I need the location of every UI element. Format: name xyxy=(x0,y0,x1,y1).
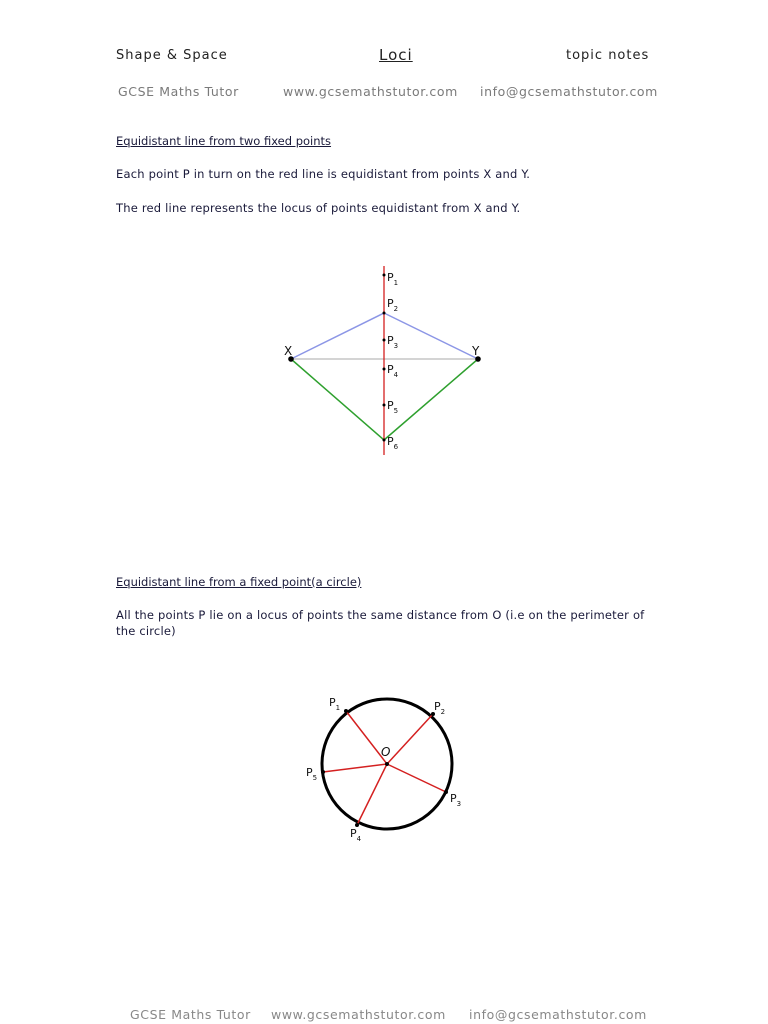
label-p2: $P_2$ xyxy=(387,297,399,313)
section2-heading: Equidistant line from a fixed point(a circle) xyxy=(116,575,362,589)
circle-label-p5: $P_5$ xyxy=(306,766,318,782)
circle-p3-dot xyxy=(444,790,448,794)
circle-label-p3: $P_3$ xyxy=(450,792,462,808)
topic-label: Shape & Space xyxy=(116,48,228,63)
point-p5-dot xyxy=(383,404,386,407)
diagram1-lines xyxy=(291,266,478,455)
label-p6: $P_6$ xyxy=(387,435,399,451)
section1-paragraph-1: Each point P in turn on the red line is equidistant from points X and Y. xyxy=(116,167,531,181)
circle-label-p4: $P_4$ xyxy=(350,827,362,843)
circle-p1-dot xyxy=(344,709,348,713)
x-to-p6-line xyxy=(291,359,384,440)
website-link[interactable]: www.gcsemathstutor.com xyxy=(283,84,458,99)
section2-paragraph-line-1: All the points P lie on a locus of points the same distance from O (i.e on the perimeter of xyxy=(116,608,645,622)
point-p3-dot xyxy=(383,339,386,342)
radius-o-p4 xyxy=(357,764,387,825)
radius-o-p2 xyxy=(387,714,433,764)
x-to-p2-line xyxy=(291,313,384,359)
point-p4-dot xyxy=(383,368,386,371)
label-p4: $P_4$ xyxy=(387,363,399,379)
p2-to-y-line xyxy=(384,313,478,359)
notes-label: topic notes xyxy=(566,48,650,63)
point-p6-dot xyxy=(383,439,386,442)
circle-label-p1: $P_1$ xyxy=(329,696,341,712)
point-p1-dot xyxy=(383,274,386,277)
label-o: O xyxy=(381,745,391,759)
circle-locus-diagram xyxy=(306,696,461,843)
circle-p5-dot xyxy=(321,770,325,774)
circle-label-p2: $P_2$ xyxy=(434,700,446,716)
radius-o-p3 xyxy=(387,764,446,792)
page-title: Loci xyxy=(379,46,413,64)
email-link[interactable]: info@gcsemathstutor.com xyxy=(480,84,658,99)
footer-website-link[interactable]: www.gcsemathstutor.com xyxy=(271,1007,446,1022)
tutor-name: GCSE Maths Tutor xyxy=(118,84,239,99)
label-x: X xyxy=(284,344,293,358)
section1-paragraph-2: The red line represents the locus of points equidistant from X and Y. xyxy=(116,201,521,215)
center-o-dot xyxy=(385,762,389,766)
footer-tutor-name: GCSE Maths Tutor xyxy=(130,1007,251,1022)
label-y: Y xyxy=(472,344,480,358)
footer-email-link[interactable]: info@gcsemathstutor.com xyxy=(469,1007,647,1022)
diagram1-labels xyxy=(284,271,480,451)
label-p5: $P_5$ xyxy=(387,399,399,415)
section2-paragraph-line-2: the circle) xyxy=(116,624,176,638)
section1-heading: Equidistant line from two fixed points xyxy=(116,134,332,148)
point-p2-dot xyxy=(383,312,386,315)
radius-o-p5 xyxy=(323,764,387,772)
label-p3: $P_3$ xyxy=(387,334,399,350)
label-p1: $P_1$ xyxy=(387,271,399,287)
